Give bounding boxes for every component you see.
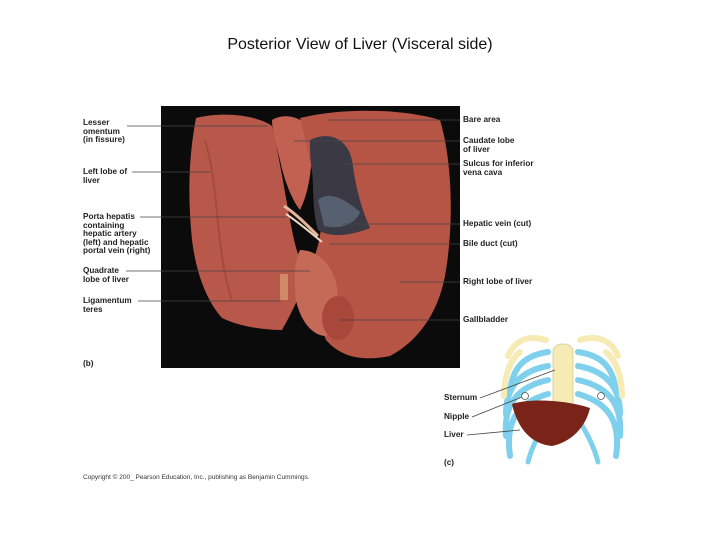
copyright-text: Copyright © 200_ Pearson Education, Inc., publishing as Benjamin Cummings.: [83, 474, 310, 481]
label-sternum: Sternum: [444, 393, 478, 402]
label-left-lobe: Left lobe of liver: [83, 167, 128, 185]
label-liver: Liver: [444, 430, 464, 439]
label-quadrate-lobe: Quadrate lobe of liver: [83, 266, 129, 284]
label-sulcus-ivc: Sulcus for inferior vena cava: [463, 159, 534, 177]
label-nipple: Nipple: [444, 412, 470, 421]
label-porta-hepatis: Porta hepatis containing hepatic artery (left) and hepatic portal vein (right): [83, 212, 151, 256]
panel-label-c: (c): [444, 458, 455, 467]
panel-label-b: (b): [83, 359, 94, 368]
label-bile-duct: Bile duct (cut): [463, 239, 518, 248]
label-ligamentum-teres: Ligamentum teres: [83, 296, 132, 314]
label-hepatic-vein: Hepatic vein (cut): [463, 219, 532, 228]
label-lesser-omentum: Lesser omentum (in fissure): [83, 118, 125, 145]
label-gallbladder: Gallbladder: [463, 315, 509, 324]
page-title: Posterior View of Liver (Visceral side): [227, 36, 493, 53]
label-caudate-lobe: Caudate lobe of liver: [463, 136, 515, 154]
label-right-lobe: Right lobe of liver: [463, 277, 533, 286]
thorax-inset: [504, 338, 622, 462]
label-bare-area: Bare area: [463, 115, 501, 124]
liver-photo: [161, 106, 460, 368]
